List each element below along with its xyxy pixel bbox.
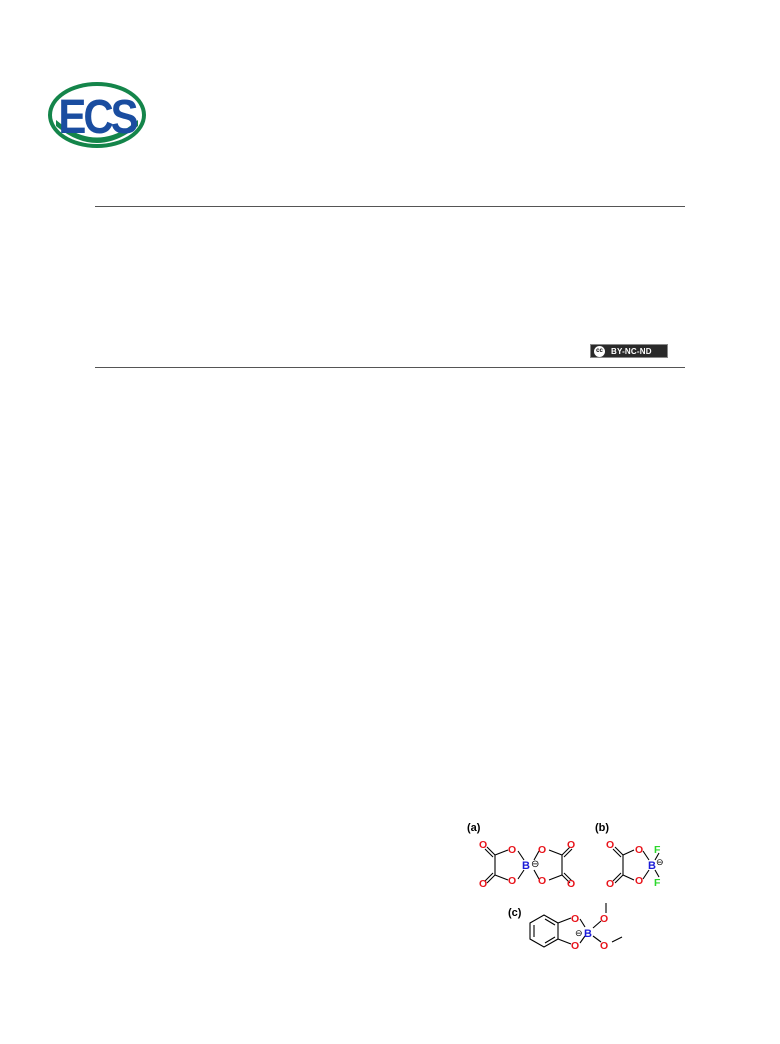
svg-text:⊖: ⊖ bbox=[656, 857, 664, 867]
svg-text:O: O bbox=[600, 913, 609, 925]
svg-text:B: B bbox=[648, 860, 656, 872]
ecs-logo-text: ECS bbox=[58, 89, 136, 144]
svg-text:F: F bbox=[654, 877, 661, 889]
panel-label-b: (b) bbox=[595, 822, 610, 834]
svg-text:O: O bbox=[600, 940, 609, 952]
svg-text:F: F bbox=[654, 844, 661, 856]
license-badge-text: BY-NC-ND bbox=[611, 346, 652, 356]
license-badge[interactable] bbox=[590, 344, 668, 358]
ecs-logo bbox=[46, 80, 148, 150]
svg-text:O: O bbox=[538, 875, 547, 887]
bottom-divider bbox=[95, 367, 685, 368]
svg-text:O: O bbox=[538, 844, 547, 856]
svg-text:O: O bbox=[606, 878, 615, 890]
svg-text:⊖: ⊖ bbox=[575, 928, 583, 938]
boron-atom: B bbox=[522, 860, 530, 872]
svg-text:O: O bbox=[567, 878, 576, 890]
structure-c bbox=[530, 903, 622, 952]
svg-text:O: O bbox=[571, 940, 580, 952]
structure-a bbox=[479, 839, 575, 890]
svg-text:O: O bbox=[479, 839, 488, 851]
svg-text:O: O bbox=[606, 839, 615, 851]
svg-text:O: O bbox=[571, 913, 580, 925]
svg-text:⊖: ⊖ bbox=[531, 859, 540, 870]
chemical-structures-figure bbox=[460, 815, 664, 965]
svg-text:O: O bbox=[567, 839, 576, 851]
svg-text:B: B bbox=[584, 928, 592, 940]
svg-text:O: O bbox=[479, 878, 488, 890]
svg-text:O: O bbox=[508, 875, 517, 887]
svg-text:O: O bbox=[635, 844, 644, 856]
cc-icon: cc bbox=[594, 346, 605, 357]
top-divider bbox=[95, 206, 685, 207]
structure-b bbox=[606, 839, 664, 890]
svg-text:O: O bbox=[508, 844, 517, 856]
svg-text:O: O bbox=[635, 875, 644, 887]
panel-label-a: (a) bbox=[467, 822, 481, 834]
panel-label-c: (c) bbox=[508, 907, 522, 919]
